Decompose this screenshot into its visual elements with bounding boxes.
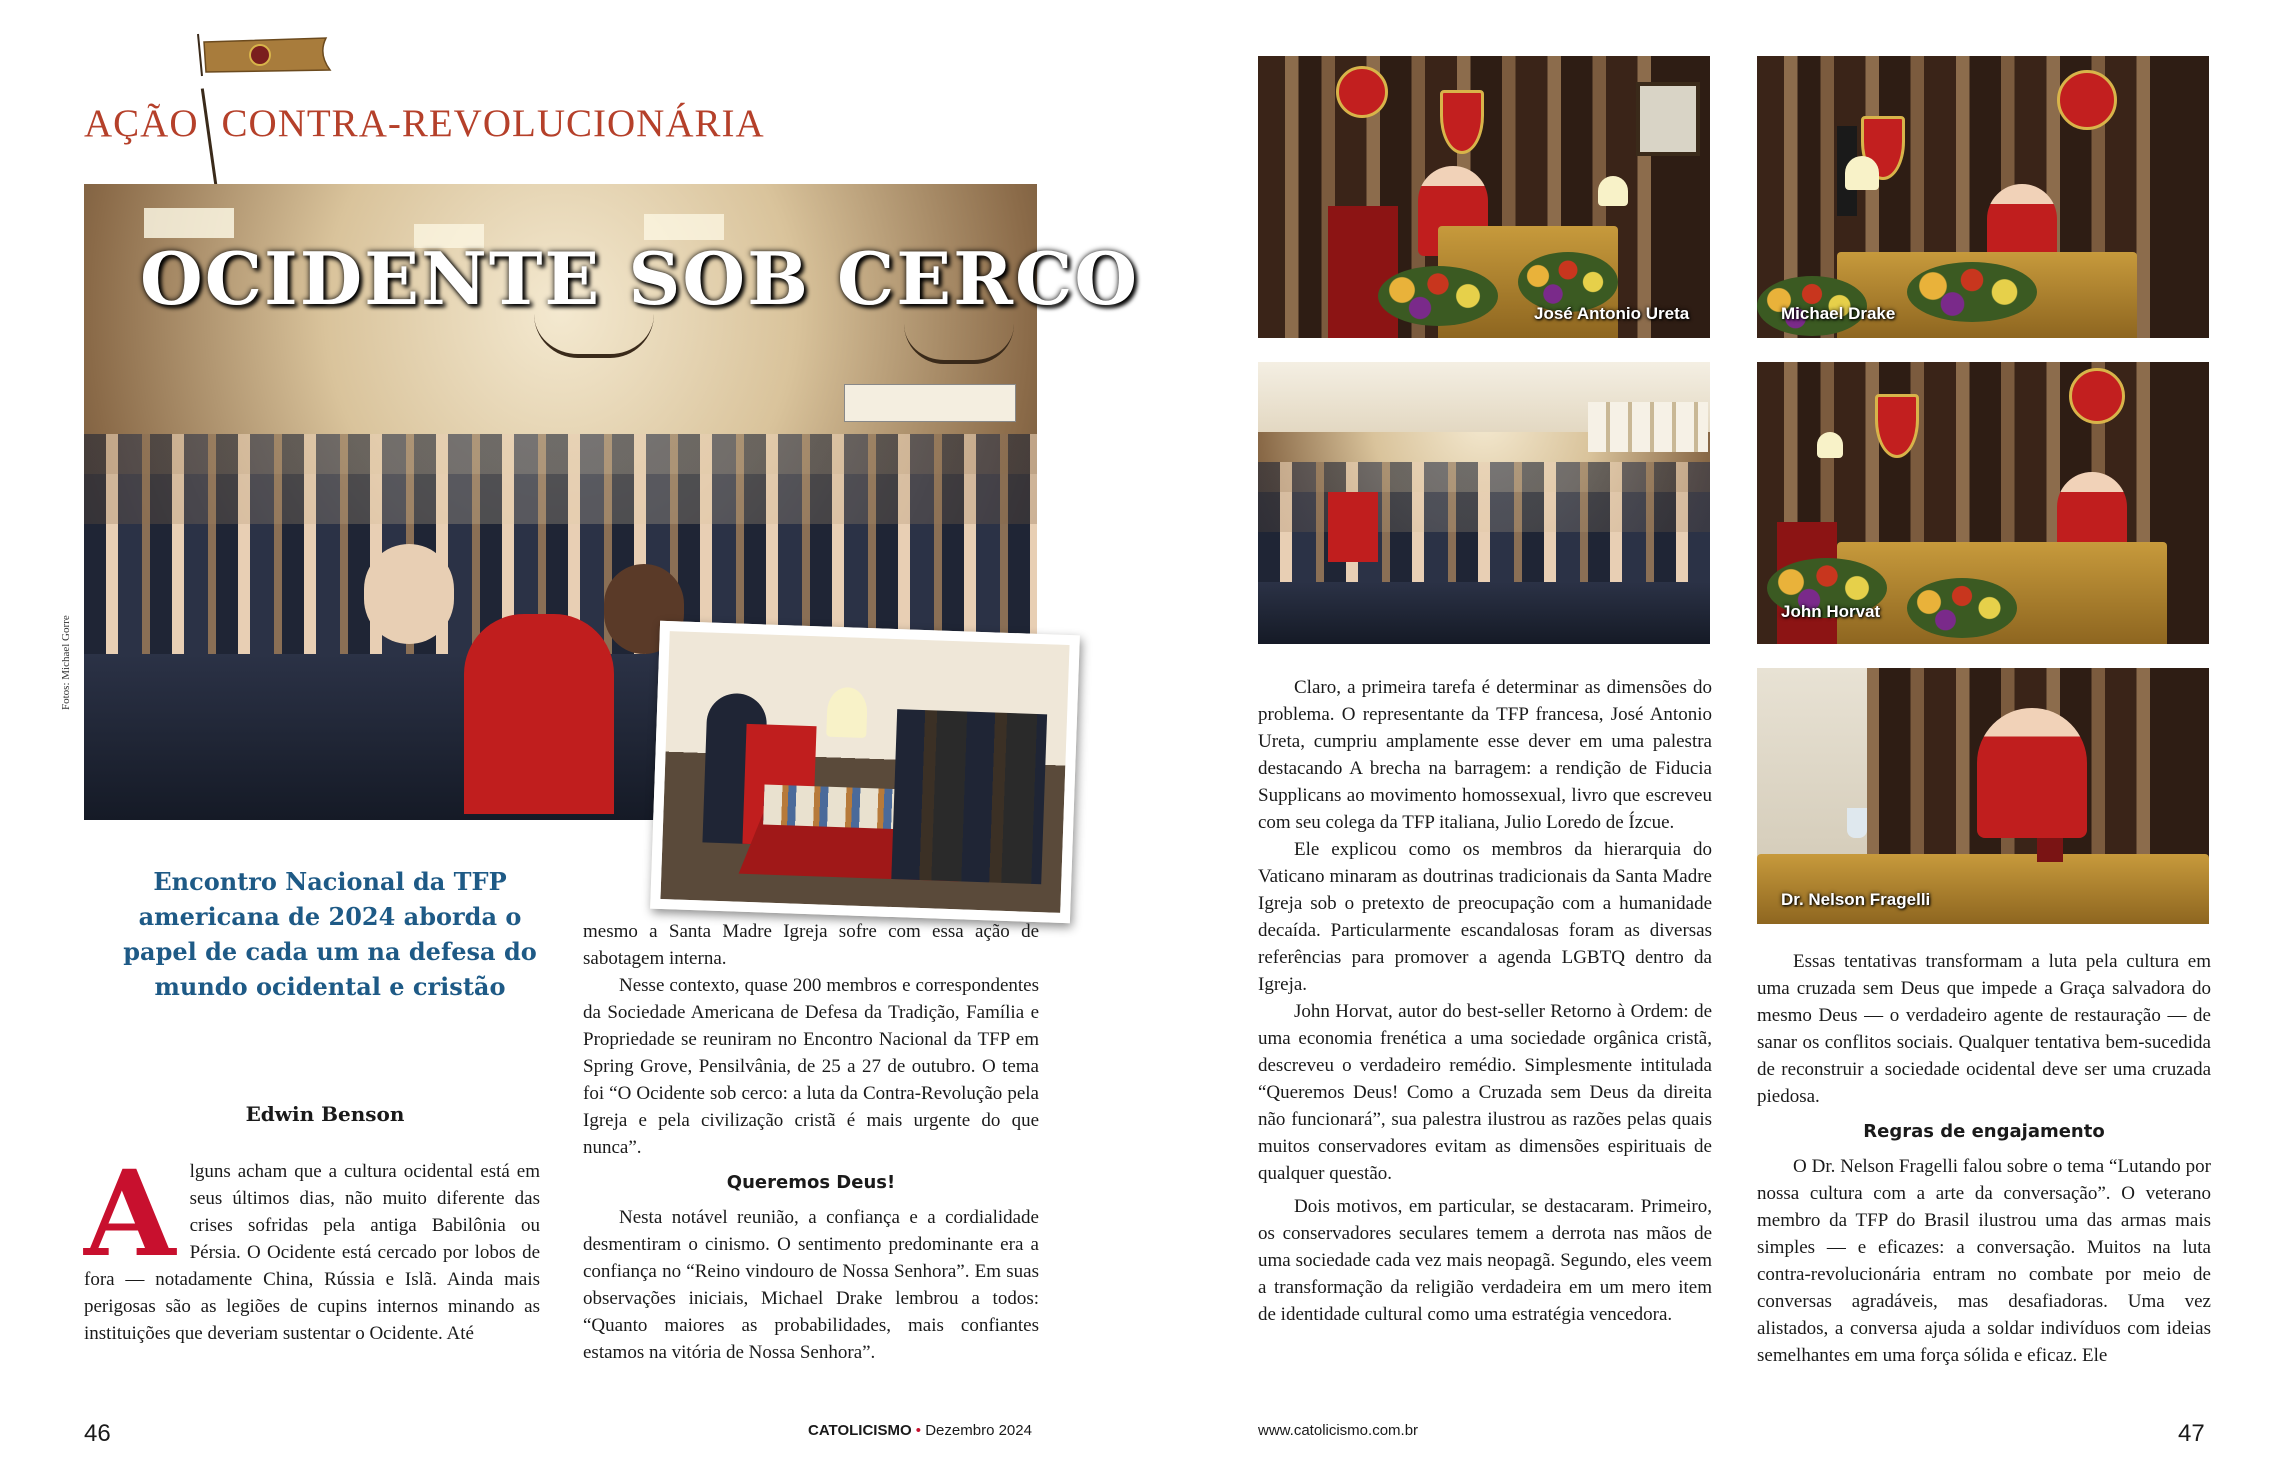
- article-title: OCIDENTE SOB CERCO: [140, 236, 1140, 321]
- banner-pennant-icon: [196, 32, 334, 78]
- paragraph: [84, 1144, 540, 1347]
- drop-cap: A: [84, 1144, 176, 1283]
- magazine-name: CATOLICISMO: [808, 1422, 912, 1439]
- section-header-part1: AÇÃO: [84, 102, 199, 145]
- footer-magazine-info: [808, 1422, 1032, 1439]
- footer-bullet: •: [915, 1422, 922, 1439]
- paragraph: O Dr. Nelson Fragelli falou sobre o tema “Lutando por nossa cultura com a arte da conversação”. O veterano membro da TFP do Brasil ilustrou uma das armas mais simples — e eficazes: a conversação. Muitos na luta contra-revolucionária entram no combate por meio de conversas agradáveis, mas desafiadoras. Uma vez alistados, a conversa ajuda a soldar indivíduos com ideias semelhantes em uma força sólida e eficaz. Ele: [1757, 1156, 2211, 1366]
- paragraph: Essas tentativas transformam a luta pela cultura em uma cruzada sem Deus que impede a Graça salvadora do mesmo Deus — o verdadeiro agente de restauração — de sanar os conflitos sociais. Qualquer tentativa bem-sucedida de reconstruir a sociedade ocidental deve ser uma cruzada piedosa.: [1757, 951, 2211, 1107]
- paragraph: Nesta notável reunião, a confiança e a cordialidade desmentiram o cinismo. O sentimento predominante era a confiança no “Reino vindouro de Nossa Senhora”. Em suas observações iniciais, Michael Drake lembrou a todos: “Quanto maiores as probabilidades, mais confiantes estamos na vitória de Nossa Senhora”.: [583, 1207, 1039, 1363]
- paragraph: Ele explicou como os membros da hierarquia do Vaticano minaram as doutrinas tradicionais da Santa Madre Igreja sob o pretexto de preocupação com a humanidade decaída. Particularmente escandalosas foram as diversas referências para promover a agenda LGBTQ dentro da Igreja.: [1258, 839, 1712, 995]
- caption-horvat: John Horvat: [1781, 602, 1881, 621]
- page-number-right: 47: [2178, 1420, 2205, 1447]
- paragraph: mesmo a Santa Madre Igreja sofre com essa ação de sabotagem interna.: [583, 921, 1039, 969]
- photo-nelson-fragelli: [1757, 668, 2209, 924]
- subheading: Regras de engajamento: [1863, 1121, 2105, 1142]
- paragraph: Claro, a primeira tarefa é determinar as dimensões do problema. O representante da TFP francesa, José Antonio Ureta, cumpriu amplamente esse dever em uma palestra destacando A brecha na barragem: a rendição de Fiducia Supplicans ao movimento homossexual, livro que escreveu com seu colega da TFP italiana, Julio Loredo de Ízcue.: [1258, 677, 1712, 833]
- paragraph: Dois motivos, em particular, se destacaram. Primeiro, os conservadores seculares temem a derrota nas mãos de uma sociedade cada vez mais neopagã. Segundo, eles veem a transformação da religião verdadeira em um mero item de identidade cultural como uma estratégia vencedora.: [1258, 1196, 1712, 1325]
- column-2: [583, 918, 1039, 1366]
- page-number-left: 46: [84, 1420, 111, 1447]
- article-author: Edwin Benson: [245, 1102, 405, 1126]
- caption-ureta: José Antonio Ureta: [1534, 304, 1690, 323]
- footer-website: www.catolicismo.com.br: [1258, 1422, 1419, 1439]
- inset-photo-book-table: [650, 621, 1080, 923]
- issue-date: Dezembro 2024: [925, 1422, 1032, 1439]
- column-1: [84, 1144, 540, 1347]
- photo-michael-drake: [1757, 56, 2209, 338]
- photo-jose-antonio-ureta: [1258, 56, 1710, 338]
- column-3: [1258, 674, 1712, 1328]
- article-subtitle: Encontro Nacional da TFP americana de 2024 aborda o papel de cada um na defesa do mundo ocidental e cristão: [123, 867, 537, 1001]
- section-header-part2: CONTRA-REVOLUCIONÁRIA: [221, 102, 765, 145]
- caption-drake: Michael Drake: [1781, 304, 1896, 323]
- photo-john-horvat: [1757, 362, 2209, 644]
- subheading: Queremos Deus!: [726, 1172, 896, 1193]
- photo-audience-wide: [1258, 362, 1710, 644]
- paragraph: John Horvat, autor do best-seller Retorno à Ordem: de uma economia frenética a uma sociedade orgânica cristã, descreveu o verdadeiro remédio. Simplesmente intitulada “Queremos Deus! Como a Cruzada sem Deus da direita não funcionará”, sua palestra ilustrou as razões pelas quais muitos conservadores evitam as dimensões espirituais de qualquer questão.: [1258, 1001, 1712, 1184]
- column-4: [1757, 948, 2211, 1369]
- paragraph-text: lguns acham que a cultura ocidental está em seus últimos dias, não muito diferente das crises sofridas pela antiga Babilônia ou Pérsia. O Ocidente está cercado por lobos de fora — notadamente China, Rússia e Islã. Ainda mais perigosas são as legiões de cupins internos minando as instituições que deveriam sustentar o Ocidente. Até: [84, 1161, 540, 1344]
- paragraph: Nesse contexto, quase 200 membros e correspondentes da Sociedade Americana de Defesa da Tradição, Família e Propriedade se reuniram no Encontro Nacional da TFP em Spring Grove, Pensilvânia, de 25 a 27 de outubro. O tema foi “O Ocidente sob cerco: a luta da Contra-Revolução pela Igreja e pela civilização cristã é mais urgente do que nunca”.: [583, 975, 1039, 1158]
- photo-credit: Fotos: Michael Gorre: [60, 615, 72, 710]
- caption-fragelli: Dr. Nelson Fragelli: [1781, 890, 1931, 909]
